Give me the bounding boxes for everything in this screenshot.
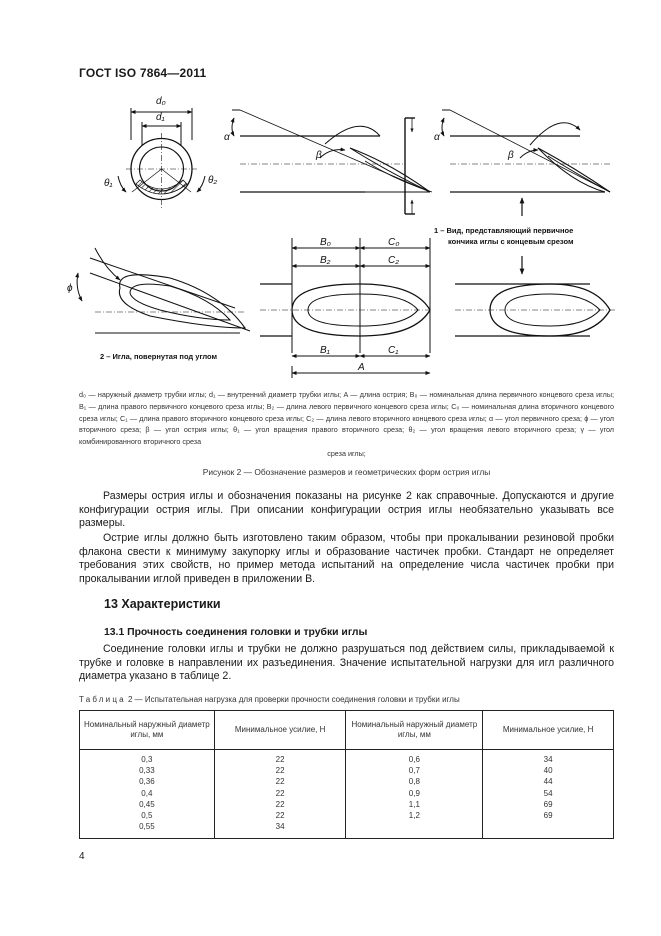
label-C0: C₀ — [388, 237, 400, 248]
note-view-2: 2 – Игла, повернутая под углом — [100, 352, 218, 361]
cell-left-diameter: 0,45 — [139, 799, 155, 809]
label-alpha-1: α — [224, 132, 230, 143]
paragraph-1: Размеры острия иглы и обозначения показаны на рисунке 2 как справочные. Допускаются и другие конфигурации острия иглы. При описании конфигурации острия иглы необязательно указывать все размеры. — [79, 490, 614, 530]
load-table — [79, 710, 614, 839]
header-diameter-1: Номинальный наружный диаметр иглы, мм — [80, 711, 215, 750]
page-number: 4 — [79, 851, 85, 862]
table-caption-word: Таблица — [79, 695, 126, 704]
note-view-1-line-2: кончика иглы с концевым срезом — [448, 237, 574, 246]
label-phi: ϕ — [67, 283, 73, 294]
figure-legend — [79, 389, 614, 460]
header-force-2: Минимальное усилие, Н — [483, 711, 614, 750]
header-force-1: Минимальное усилие, Н — [214, 711, 346, 750]
cell-right-diameter: 1,2 — [408, 811, 420, 821]
label-theta1: θ₁ — [104, 178, 113, 189]
cell-right-force: 40 — [543, 766, 553, 776]
table-row — [80, 750, 614, 839]
top-view-lens — [260, 238, 430, 378]
cell-left-force: 22 — [275, 788, 285, 798]
legend-line-3: среза иглы; — [327, 448, 366, 458]
label-C1: C₁ — [388, 345, 399, 356]
cell-left-diameter: 0,55 — [139, 822, 155, 832]
cell-left-diameter: 0,3 — [141, 755, 153, 764]
cell-right-force: 44 — [543, 777, 553, 787]
label-B1: B₁ — [320, 345, 330, 356]
cell-left-force: 22 — [275, 766, 285, 776]
label-alpha-2: α — [434, 132, 440, 143]
cell-left-force: 22 — [275, 811, 285, 821]
rotated-needle-view — [77, 248, 250, 333]
cell-right-diameter: 1,1 — [408, 799, 420, 809]
needle-point-figure — [60, 88, 620, 378]
section-title: 13 Характеристики — [104, 597, 221, 611]
cell-left-diameter: 0,4 — [141, 788, 153, 798]
side-view-secondary — [442, 110, 610, 216]
cell-right-force: 69 — [543, 799, 553, 809]
label-theta2: θ₂ — [208, 175, 218, 186]
cell-left-diameter: 0,5 — [141, 811, 153, 821]
cell-right-force: 54 — [543, 788, 553, 798]
cell-left-diameter: 0,36 — [139, 777, 155, 787]
cell-right-diameter: 0,9 — [408, 788, 420, 798]
label-A: A — [358, 362, 365, 373]
cell-left-diameter: 0,33 — [139, 766, 155, 776]
label-B2: B₂ — [320, 255, 331, 266]
cell-left-force: 22 — [275, 777, 285, 787]
cell-left-force: 22 — [275, 799, 285, 809]
cross-section-view — [118, 108, 205, 208]
table-caption-text: 2 — Испытательная нагрузка для проверки прочности соединения головки и трубки иглы — [125, 695, 460, 704]
cell-right-diameter: 0,6 — [408, 755, 420, 764]
label-beta-2: β — [508, 150, 514, 161]
cell-right-force: 69 — [543, 811, 553, 821]
table-caption — [79, 695, 614, 704]
label-B0: B₀ — [320, 237, 331, 248]
paragraph-2: Острие иглы должно быть изготовлено таким образом, чтобы при прокалывании резиновой пробки флакона свести к минимуму закупорку иглы и образование частичек пробки. Стандарт не определяет требования этих свойств, но пример метода испытаний на определение числа частичек пробки при прокалывании иглой приведен в приложении В. — [79, 532, 614, 585]
label-d0: d₀ — [156, 96, 166, 107]
label-C2: C₂ — [388, 255, 400, 266]
right-force-column — [483, 750, 614, 839]
legend-line-2: C₀ — номинальная длина вторичного концевого среза иглы; C₁ — длина правого вторичного концевого среза иглы; C₂ — длина левого вторичного концевого среза иглы; α — угол первичного среза; ϕ — угол вторичного среза; β — угол острия иглы; θ₁ — угол вращения правого вторичного среза; θ₂ — угол вращения левого вторичного среза; γ — угол комбинированного вторичного среза — [79, 401, 614, 447]
paragraph-3: Соединение головки иглы и трубки не должно разрушаться под действием силы, прикладываемой к трубке и головке в направлении их разъединения. Значение испытательной нагрузки для игл различного диаметра указано в таблице 2. — [79, 643, 614, 683]
right-diameter-column — [346, 750, 483, 839]
side-view — [232, 110, 432, 214]
subsection-title: 13.1 Прочность соединения головки и трубки иглы — [104, 627, 368, 638]
needle-diagram — [60, 88, 620, 378]
label-d1: d₁ — [156, 112, 165, 123]
cell-left-force: 22 — [275, 755, 285, 764]
legend-line-1: d₀ — наружный диаметр трубки иглы; d₁ — внутренний диаметр трубки иглы; A — длина острия; B₀ — номинальная длина первичного концевого среза иглы; B₁ — длина правого первичного концевого среза иглы; B₂ — длина левого первичного концевого среза иглы; — [79, 390, 614, 411]
figure-caption: Рисунок 2 — Обозначение размеров и геометрических форм острия иглы — [202, 467, 491, 477]
label-beta-1: β — [316, 150, 322, 161]
alternative-top-view — [455, 256, 615, 336]
cell-right-force: 34 — [543, 755, 553, 764]
cell-left-force: 34 — [275, 822, 285, 832]
cell-right-diameter: 0,8 — [408, 777, 420, 787]
cell-right-diameter: 0,7 — [408, 766, 420, 776]
note-view-1-line-1: 1 – Вид, представляющий первичное — [434, 226, 574, 235]
document-header: ГОСТ ISO 7864—2011 — [79, 66, 207, 80]
left-diameter-column — [80, 750, 215, 839]
left-force-column — [214, 750, 346, 839]
header-diameter-2: Номинальный наружный диаметр иглы, мм — [346, 711, 483, 750]
table-header-row — [80, 711, 614, 750]
